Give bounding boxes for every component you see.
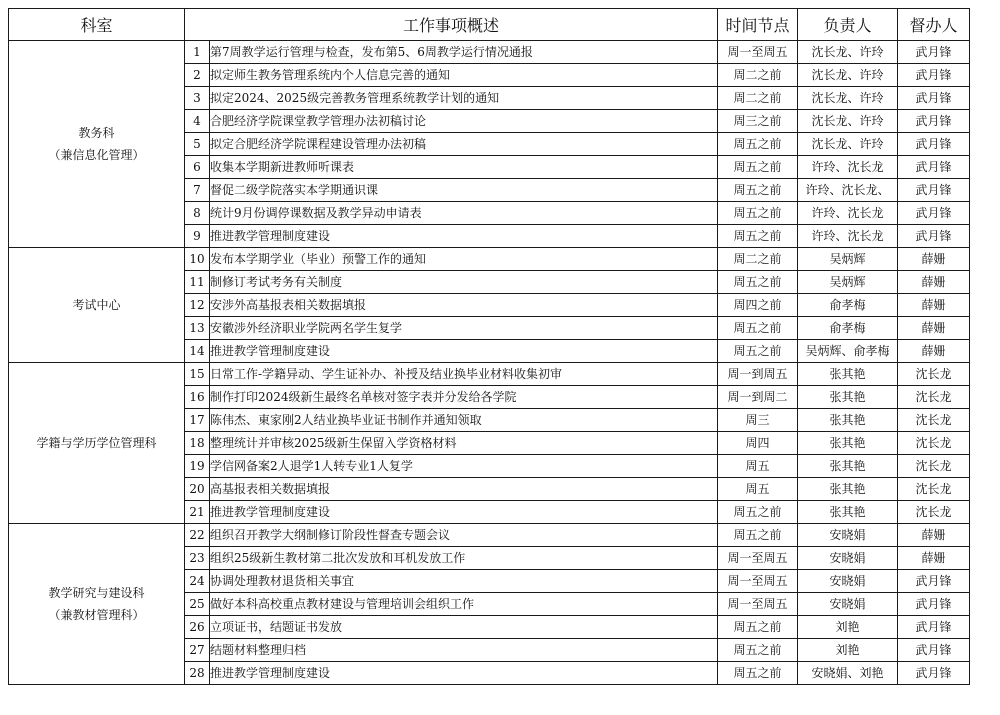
row-number: 28 xyxy=(185,662,210,685)
supervisor-name: 薛姗 xyxy=(898,317,970,340)
supervisor-name: 武月锋 xyxy=(898,662,970,685)
table-body xyxy=(9,41,970,685)
task-description: 收集本学期新进教师听课表 xyxy=(210,156,718,179)
time-node: 周一到周二 xyxy=(718,386,798,409)
task-description: 拟定合肥经济学院课程建设管理办法初稿 xyxy=(210,133,718,156)
time-node: 周五之前 xyxy=(718,317,798,340)
row-number: 11 xyxy=(185,271,210,294)
supervisor-name: 沈长龙 xyxy=(898,432,970,455)
task-description: 推进教学管理制度建设 xyxy=(210,340,718,363)
row-number: 16 xyxy=(185,386,210,409)
supervisor-name: 沈长龙 xyxy=(898,478,970,501)
task-description: 推进教学管理制度建设 xyxy=(210,501,718,524)
time-node: 周二之前 xyxy=(718,64,798,87)
header-task: 工作事项概述 xyxy=(185,9,718,41)
task-description: 制作打印2024级新生最终名单核对签字表并分发给各学院 xyxy=(210,386,718,409)
supervisor-name: 薛姗 xyxy=(898,524,970,547)
task-description: 整理统计并审核2025级新生保留入学资格材料 xyxy=(210,432,718,455)
owner-name: 张其艳 xyxy=(798,363,898,386)
time-node: 周五之前 xyxy=(718,156,798,179)
header-time: 时间节点 xyxy=(718,9,798,41)
supervisor-name: 沈长龙 xyxy=(898,409,970,432)
time-node: 周五之前 xyxy=(718,225,798,248)
owner-name: 俞孝梅 xyxy=(798,294,898,317)
row-number: 1 xyxy=(185,41,210,64)
time-node: 周三 xyxy=(718,409,798,432)
owner-name: 张其艳 xyxy=(798,432,898,455)
task-description: 结题材料整理归档 xyxy=(210,639,718,662)
time-node: 周五 xyxy=(718,455,798,478)
department-cell xyxy=(9,41,185,248)
time-node: 周四之前 xyxy=(718,294,798,317)
task-description: 拟定2024、2025级完善教务管理系统教学计划的通知 xyxy=(210,87,718,110)
department-cell xyxy=(9,248,185,363)
time-node: 周五之前 xyxy=(718,501,798,524)
supervisor-name: 薛姗 xyxy=(898,248,970,271)
owner-name: 刘艳 xyxy=(798,616,898,639)
row-number: 6 xyxy=(185,156,210,179)
department-cell xyxy=(9,524,185,685)
department-name-line: （兼信息化管理） xyxy=(48,148,145,162)
task-description: 拟定师生教务管理系统内个人信息完善的通知 xyxy=(210,64,718,87)
task-description: 日常工作-学籍异动、学生证补办、补授及结业换毕业材料收集初审 xyxy=(210,363,718,386)
task-description: 推进教学管理制度建设 xyxy=(210,225,718,248)
supervisor-name: 武月锋 xyxy=(898,570,970,593)
time-node: 周五之前 xyxy=(718,179,798,202)
row-number: 24 xyxy=(185,570,210,593)
supervisor-name: 武月锋 xyxy=(898,202,970,225)
owner-name: 安晓娟、刘艳 xyxy=(798,662,898,685)
department-name-line: 学籍与学历学位管理科 xyxy=(36,436,157,450)
row-number: 2 xyxy=(185,64,210,87)
time-node: 周五之前 xyxy=(718,662,798,685)
task-description: 制修订考试考务有关制度 xyxy=(210,271,718,294)
row-number: 25 xyxy=(185,593,210,616)
task-description: 立项证书，结题证书发放 xyxy=(210,616,718,639)
task-description: 组织召开教学大纲制修订阶段性督查专题会议 xyxy=(210,524,718,547)
time-node: 周五之前 xyxy=(718,271,798,294)
department-name-line: （兼教材管理科） xyxy=(48,608,145,622)
owner-name: 安晓娟 xyxy=(798,547,898,570)
owner-name: 张其艳 xyxy=(798,478,898,501)
owner-name: 吴炳辉 xyxy=(798,271,898,294)
owner-name: 张其艳 xyxy=(798,455,898,478)
supervisor-name: 武月锋 xyxy=(898,133,970,156)
row-number: 7 xyxy=(185,179,210,202)
owner-name: 安晓娟 xyxy=(798,570,898,593)
supervisor-name: 薛姗 xyxy=(898,340,970,363)
task-description: 督促二级学院落实本学期通识课 xyxy=(210,179,718,202)
time-node: 周五之前 xyxy=(718,616,798,639)
row-number: 20 xyxy=(185,478,210,501)
row-number: 27 xyxy=(185,639,210,662)
time-node: 周五之前 xyxy=(718,524,798,547)
supervisor-name: 沈长龙 xyxy=(898,501,970,524)
row-number: 23 xyxy=(185,547,210,570)
row-number: 8 xyxy=(185,202,210,225)
supervisor-name: 武月锋 xyxy=(898,593,970,616)
owner-name: 许玲、沈长龙 xyxy=(798,202,898,225)
task-description: 安徽涉外经济职业学院两名学生复学 xyxy=(210,317,718,340)
time-node: 周二之前 xyxy=(718,87,798,110)
time-node: 周五之前 xyxy=(718,133,798,156)
department-name-line: 教务科 xyxy=(78,126,115,140)
task-description: 发布本学期学业（毕业）预警工作的通知 xyxy=(210,248,718,271)
task-description: 组织25级新生教材第二批次发放和耳机发放工作 xyxy=(210,547,718,570)
supervisor-name: 沈长龙 xyxy=(898,363,970,386)
table-row xyxy=(9,363,970,386)
row-number: 4 xyxy=(185,110,210,133)
time-node: 周三之前 xyxy=(718,110,798,133)
time-node: 周五 xyxy=(718,478,798,501)
owner-name: 沈长龙、许玲 xyxy=(798,133,898,156)
supervisor-name: 武月锋 xyxy=(898,64,970,87)
owner-name: 吴炳辉 xyxy=(798,248,898,271)
supervisor-name: 薛姗 xyxy=(898,294,970,317)
row-number: 14 xyxy=(185,340,210,363)
task-description: 第7周教学运行管理与检查，发布第5、6周教学运行情况通报 xyxy=(210,41,718,64)
task-description: 安涉外高基报表相关数据填报 xyxy=(210,294,718,317)
department-cell xyxy=(9,363,185,524)
row-number: 18 xyxy=(185,432,210,455)
owner-name: 张其艳 xyxy=(798,386,898,409)
supervisor-name: 沈长龙 xyxy=(898,386,970,409)
task-description: 做好本科高校重点教材建设与管理培训会组织工作 xyxy=(210,593,718,616)
department-name-line: 教学研究与建设科 xyxy=(48,586,145,600)
owner-name: 许玲、沈长龙、 xyxy=(798,179,898,202)
owner-name: 沈长龙、许玲 xyxy=(798,64,898,87)
owner-name: 张其艳 xyxy=(798,501,898,524)
row-number: 19 xyxy=(185,455,210,478)
owner-name: 沈长龙、许玲 xyxy=(798,87,898,110)
row-number: 5 xyxy=(185,133,210,156)
row-number: 12 xyxy=(185,294,210,317)
table-row xyxy=(9,41,970,64)
task-description: 陈伟杰、東家刚2人结业换毕业证书制作并通知领取 xyxy=(210,409,718,432)
owner-name: 沈长龙、许玲 xyxy=(798,110,898,133)
row-number: 26 xyxy=(185,616,210,639)
task-description: 学信网备案2人退学1人转专业1人复学 xyxy=(210,455,718,478)
time-node: 周一至周五 xyxy=(718,547,798,570)
time-node: 周四 xyxy=(718,432,798,455)
row-number: 10 xyxy=(185,248,210,271)
row-number: 9 xyxy=(185,225,210,248)
task-description: 推进教学管理制度建设 xyxy=(210,662,718,685)
supervisor-name: 武月锋 xyxy=(898,225,970,248)
row-number: 3 xyxy=(185,87,210,110)
supervisor-name: 武月锋 xyxy=(898,616,970,639)
owner-name: 俞孝梅 xyxy=(798,317,898,340)
table-row xyxy=(9,524,970,547)
supervisor-name: 武月锋 xyxy=(898,179,970,202)
time-node: 周二之前 xyxy=(718,248,798,271)
header-owner: 负责人 xyxy=(798,9,898,41)
time-node: 周一到周五 xyxy=(718,363,798,386)
owner-name: 沈长龙、许玲 xyxy=(798,41,898,64)
time-node: 周一至周五 xyxy=(718,593,798,616)
supervisor-name: 沈长龙 xyxy=(898,455,970,478)
supervisor-name: 武月锋 xyxy=(898,156,970,179)
time-node: 周五之前 xyxy=(718,202,798,225)
task-description: 合肥经济学院课堂教学管理办法初稿讨论 xyxy=(210,110,718,133)
time-node: 周五之前 xyxy=(718,639,798,662)
time-node: 周一至周五 xyxy=(718,41,798,64)
row-number: 21 xyxy=(185,501,210,524)
owner-name: 刘艳 xyxy=(798,639,898,662)
owner-name: 许玲、沈长龙 xyxy=(798,156,898,179)
row-number: 15 xyxy=(185,363,210,386)
supervisor-name: 武月锋 xyxy=(898,639,970,662)
header-dept: 科室 xyxy=(9,9,185,41)
supervisor-name: 武月锋 xyxy=(898,110,970,133)
task-description: 高基报表相关数据填报 xyxy=(210,478,718,501)
owner-name: 许玲、沈长龙 xyxy=(798,225,898,248)
time-node: 周五之前 xyxy=(718,340,798,363)
weekly-task-table xyxy=(8,8,970,685)
owner-name: 安晓娟 xyxy=(798,524,898,547)
table-row xyxy=(9,248,970,271)
time-node: 周一至周五 xyxy=(718,570,798,593)
owner-name: 吴炳辉、俞孝梅 xyxy=(798,340,898,363)
supervisor-name: 武月锋 xyxy=(898,87,970,110)
header-supervisor: 督办人 xyxy=(898,9,970,41)
supervisor-name: 薛姗 xyxy=(898,547,970,570)
owner-name: 安晓娟 xyxy=(798,593,898,616)
supervisor-name: 武月锋 xyxy=(898,41,970,64)
table-header xyxy=(9,9,970,41)
task-description: 统计9月份调停课数据及教学异动申请表 xyxy=(210,202,718,225)
supervisor-name: 薛姗 xyxy=(898,271,970,294)
owner-name: 张其艳 xyxy=(798,409,898,432)
row-number: 13 xyxy=(185,317,210,340)
row-number: 17 xyxy=(185,409,210,432)
task-description: 协调处理教材退货相关事宜 xyxy=(210,570,718,593)
department-name-line: 考试中心 xyxy=(72,298,121,312)
row-number: 22 xyxy=(185,524,210,547)
